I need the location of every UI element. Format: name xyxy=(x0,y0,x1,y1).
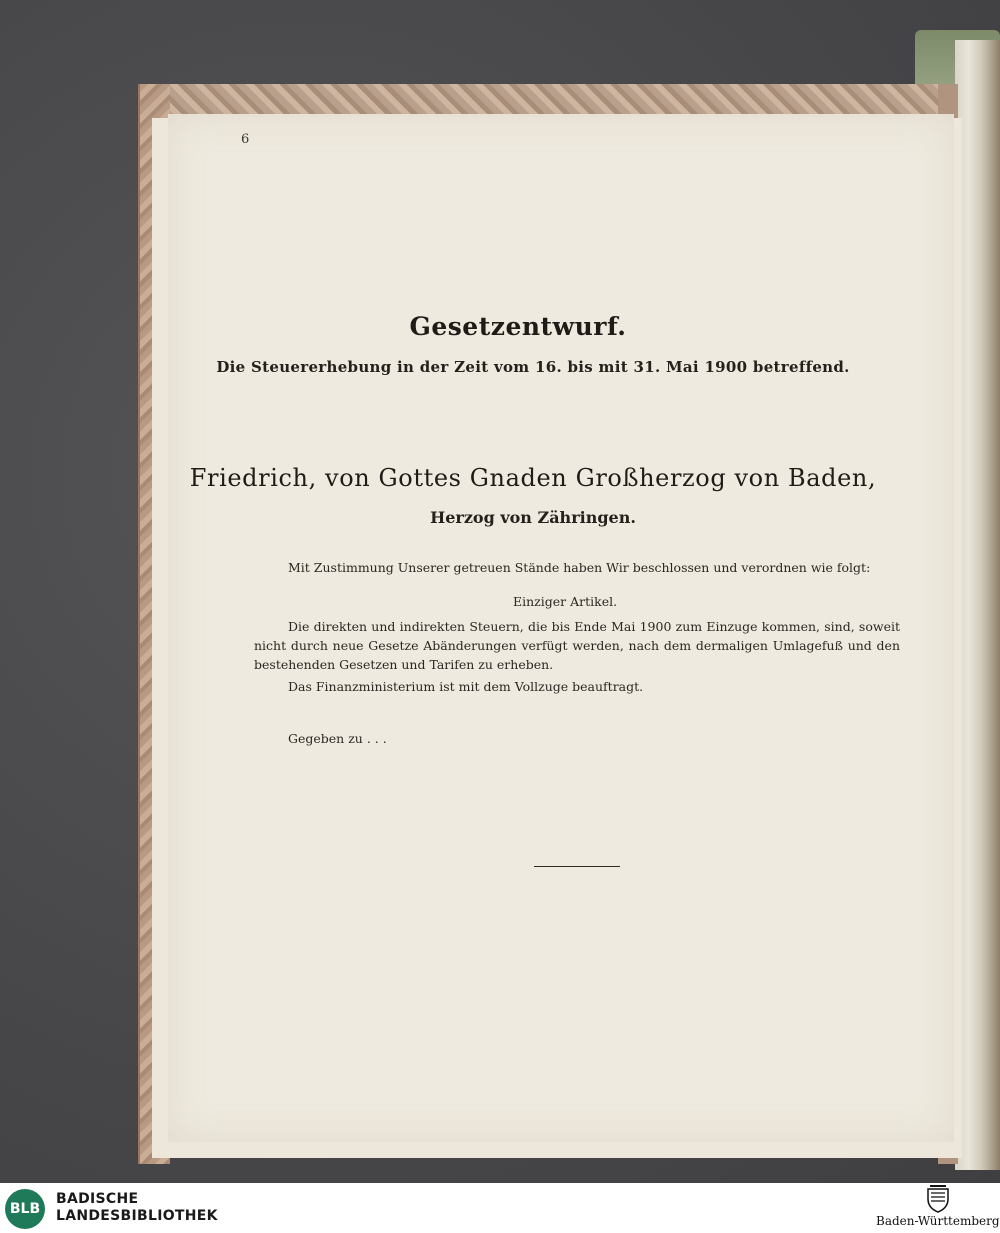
library-name-line1: BADISCHE xyxy=(56,1191,139,1207)
article-text: Die direkten und indirekten Steuern, die bis Ende Mai 1900 zum Einzuge kommen, sind, soweit nicht durch neue Gesetze Abänderungen verfügt werden, nach dem dermaligen Umlagefuß und den bestehenden Gesetzen und Tarifen zu erheben. xyxy=(254,619,900,672)
page-title: Gesetzentwurf. xyxy=(409,312,627,341)
sovereign-line: Friedrich, von Gottes Gnaden Großherzog von Baden, xyxy=(189,464,877,492)
blb-logo-icon: BLB xyxy=(5,1189,45,1229)
coat-of-arms-icon xyxy=(925,1185,951,1213)
given-text: Gegeben zu . . . xyxy=(288,731,387,746)
library-name-line2: LANDESBIBLIOTHEK xyxy=(56,1208,218,1224)
closing-rule xyxy=(534,866,620,867)
page-subtitle: Die Steuererhebung in der Zeit vom 16. bis mit 31. Mai 1900 betreffend. xyxy=(216,358,850,376)
document-page xyxy=(168,114,954,1142)
footer-bar xyxy=(0,1183,1000,1233)
library-name xyxy=(56,1191,218,1225)
marbled-cover-top xyxy=(138,84,938,114)
state-label: Baden-Württemberg xyxy=(876,1214,1000,1228)
article-heading: Einziger Artikel. xyxy=(513,594,618,609)
preamble-text: Mit Zustimmung Unserer getreuen Stände haben Wir beschlossen und verordnen wie folgt: xyxy=(288,560,871,575)
page-number: 6 xyxy=(241,132,250,147)
duke-line: Herzog von Zähringen. xyxy=(430,508,636,527)
execution-text: Das Finanzministerium ist mit dem Vollzuge beauftragt. xyxy=(288,679,644,694)
